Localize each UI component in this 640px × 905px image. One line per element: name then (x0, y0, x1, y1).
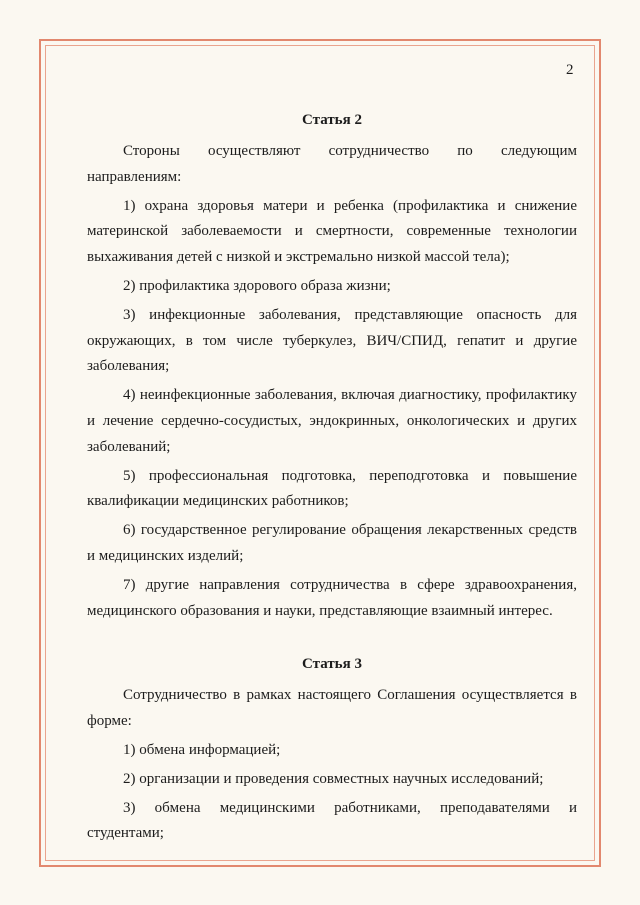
article-2-item-1: 1) охрана здоровья матери и ребенка (профилактика и снижение материнской заболеваемости и смертности, современные технологии выхаживания детей с низкой и экстремально низкой массой тела); (87, 197, 577, 266)
document-body (87, 110, 577, 850)
article-2-item-6: 6) государственное регулирование обращения лекарственных средств и медицинских изделий; (87, 522, 577, 564)
article-2-intro: Стороны осуществляют сотрудничество по следующим направлениям: (87, 143, 577, 185)
article-2-item-4: 4) неинфекционные заболевания, включая диагностику, профилактику и лечение сердечно-сосудистых, эндокринных, онкологических и других заболеваний; (87, 387, 577, 455)
article-3-item-3: 3) обмена медицинскими работниками, преподавателями и студентами; (87, 799, 577, 842)
article-2-item-2: 2) профилактика здорового образа жизни; (123, 277, 391, 294)
article-2-item-5: 5) профессиональная подготовка, переподготовка и повышение квалификации медицинских работников; (87, 467, 577, 510)
article-3-heading: Статья 3 (302, 656, 362, 673)
article-3-intro: Сотрудничество в рамках настоящего Соглашения осуществляется в форме: (87, 687, 577, 730)
article-2-item-3: 3) инфекционные заболевания, представляющие опасность для окружающих, в том числе туберкулез, ВИЧ/СПИД, гепатит и другие заболевания; (87, 306, 577, 375)
article-3-item-1: 1) обмена информацией; (123, 741, 281, 758)
page-number: 2 (566, 62, 574, 78)
article-2-heading: Статья 2 (302, 112, 362, 128)
article-3-item-2: 2) организации и проведения совместных научных исследований; (123, 770, 544, 787)
article-2-item-7: 7) другие направления сотрудничества в сфере здравоохранения, медицинского образования и науки, представляющие взаимный интерес. (87, 576, 577, 619)
